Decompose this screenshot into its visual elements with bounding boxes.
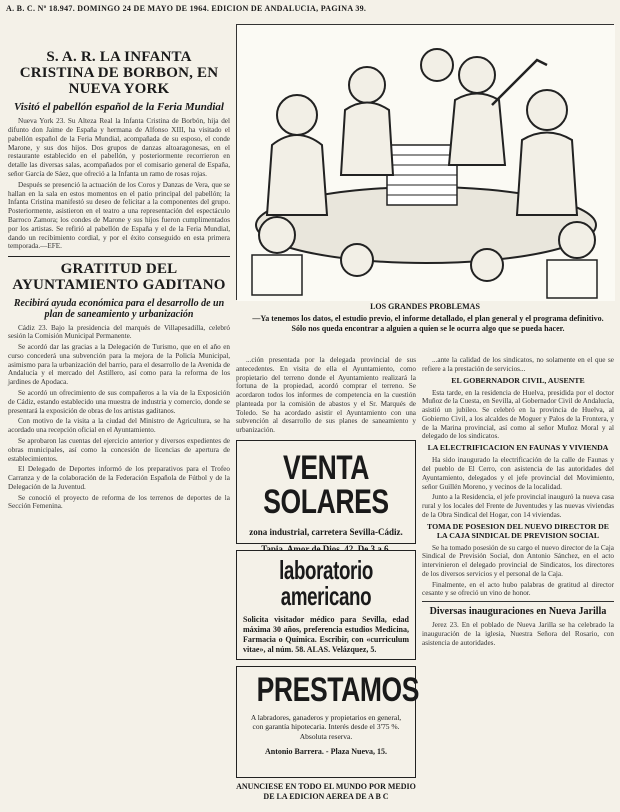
article-gratitud-paragraph: El Delegado de Deportes informó de los preparativos para el Trofeo Carranza y de la colaboración de la Federación Española de Fútbol y de la Delegación de la Juventud. bbox=[8, 465, 230, 491]
footer-ad-text: ANUNCIESE EN TODO EL MUNDO POR MEDIO DE LA EDICION AEREA DE A B C bbox=[236, 782, 416, 801]
cartoon-illustration bbox=[237, 25, 615, 301]
article-gratitud-paragraph: Se aprobaron las cuentas del ejercicio anterior y diversos expedientes de obras municipales, así como la concesión de licencias de apertura de establecimientos. bbox=[8, 436, 230, 463]
article-gratitud-paragraph: Con motivo de la visita a la ciudad del Ministro de Agricultura, se ha acordado una recepción oficial en el Ayuntamiento. bbox=[8, 417, 230, 435]
right-paragraph: Esta tarde, en la residencia de Huelva, presidida por el doctor Muñoz de la Cuesta, en Sevilla, al Gobernador Civil de Andalucía, asistió un jubileo. Se celebró en la provincia de Huelva, al Gobierno Civil, a los alcaldes de Moguer y Palos de la Frontera, y de la Marina provincial, así como al señor Muñoz Moral y al delegado de los sindicatos. bbox=[422, 388, 614, 441]
article-infanta-headline: S. A. R. LA INFANTA CRISTINA DE BORBON, EN NUEVA YORK bbox=[19, 49, 219, 97]
ad-prestamos-contact: Antonio Barrera. - Plaza Nueva, 15. bbox=[264, 747, 388, 757]
right-paragraph: Se ha tomado posesión de su cargo el nuevo director de la Caja Sindical de Previsión Social, don Antonio Sánchez, en el acto intervinieron el delegado provincial de Sindicatos, los directores de los diversos servicios y el personal de la Caja. bbox=[422, 543, 614, 578]
article-infanta-paragraph: Después se presenció la actuación de los Coros y Danzas de Vera, que se hallan en la sala en estos momentos en el patio principal del pabellón; la Infanta Cristina manifestó su deseo de felicitar a la componentes del grupo. Posteriormente, asistieron en el teatro a una representación del espectáculo Barroco Zamora; los condes de Marone y sus hijos fueron cumplimentados por los artistas. Se refirió al pabellón de España y el de la Feria Mundial, dando un recibimiento cordial, y por el éxito conseguido en esta primera temporada.—EFE. bbox=[8, 180, 230, 251]
right-heading-electrificacion: LA ELECTRIFICACION EN FAUNAS Y VIVIENDA bbox=[427, 443, 609, 453]
page-masthead: A. B. C. Nº 18.947. DOMINGO 24 DE MAYO DE 1964. EDICION DE ANDALUCIA, PAGINA 39. bbox=[6, 4, 367, 13]
right-paragraph: Junto a la Residencia, el jefe provincial inauguró la nueva casa rural y los locales del Frente de Juventudes y las nuevas viviendas de la Obra Sindical del Hogar, con 14 viviendas. bbox=[422, 493, 614, 519]
ad-venta-solares-line1: zona industrial, carretera Sevilla-Cádiz. bbox=[249, 527, 403, 537]
column-left bbox=[8, 50, 230, 810]
right-heading-toma-posesion: TOMA DE POSESION DEL NUEVO DIRECTOR DE LA CAJA SINDICAL DE PREVISION SOCIAL bbox=[427, 521, 609, 540]
article-infanta-paragraph: Nueva York 23. Su Alteza Real la Infanta Cristina de Borbón, hija del difunto don Jaime de España y hermana de Alfonso XIII, ha visitado el pabellón español de la Feria Mundial, acompañada de su esposo, el conde Marone, y sus dos hijos. Dos grupos de danzas altoaragonesas, en el restaurante establecido en el pabellón, y posteriormente recorrieron en detalle las diversas salas, acompañados por el comisario general de España, señor García de Sáez, que ofreció a la Infanta un ramo de rosas rojas. bbox=[8, 117, 230, 179]
ad-laboratorio-body: Solicita visitador médico para Sevilla, edad máxima 30 años, preferencia estudios Medicina, Farmacia o Química. Escribir, con «curriculum vitae», al núm. 58. ALAS. Velázquez, 5. bbox=[243, 615, 409, 654]
column-center-text bbox=[236, 356, 416, 436]
right-heading-gobernador: EL GOBERNADOR CIVIL, AUSENTE bbox=[451, 375, 585, 385]
article-gratitud-paragraph: Se conoció el proyecto de reforma de los terrenos de deportes de la Sección Femenina. bbox=[8, 493, 230, 511]
ad-prestamos-title: PRESTAMOS bbox=[256, 671, 420, 709]
editorial-cartoon bbox=[236, 24, 614, 300]
right-paragraph: Finalmente, en el acto hubo palabras de gratitud al director cesante y se ofreció un vino de honor. bbox=[422, 580, 614, 598]
cartoon-caption-title: LOS GRANDES PROBLEMAS bbox=[370, 302, 480, 311]
center-article-paragraph: ...ción presentada por la delegada provincial de sus antecedentes. En visita de ella el Ayuntamiento, como propietario del terreno donde el Ayuntamiento realizará la fortuna de la propiedad, acordó comprar el terreno. Se acordaron todos los informes de competencia en la cuestión planteada por la comisión de abastos y el Sr. Marqués de Toledo. Se ha acordado asistir el Ayuntamiento con una subvención al desarrollo de sus planes de saneamiento y urbanización. bbox=[236, 356, 416, 435]
ad-venta-solares-title: VENTA SOLARES bbox=[263, 449, 389, 521]
article-divider bbox=[8, 256, 230, 257]
ad-laboratorio-title: laboratorio americano bbox=[279, 555, 373, 611]
column-right bbox=[422, 356, 614, 808]
right-paragraph: Jerez 23. En el poblado de Nueva Jarilla se ha celebrado la inauguración de la iglesia, Nuestra Señora del Rosario, con asistencia de autoridades. bbox=[422, 621, 614, 647]
cartoon-caption-text: —Ya tenemos los datos, el estudio previo, el informe detallado, el plan general y el programa definitivo. Sólo nos queda encontrar a alguien a quien se le ocurra algo que se pueda hacer. bbox=[252, 314, 604, 333]
ad-prestamos-body: A labradores, ganaderos y propietarios en general, con garantía hipotecaria. Interés desde el 3'75 %. Absoluta reserva. bbox=[250, 713, 402, 741]
article-gratitud-paragraph: Se acordó dar las gracias a la Delegación de Turismo, que en el año en curso concederá una subvención para la mejora de la Policía Municipal, asimismo para la urbanización del barrio, para el desarrollo de la Avenida de Andalucía y el mercado del Astillero, así como para la reforma de los jardines de Apodaca. bbox=[8, 343, 230, 387]
right-intro-paragraph: ...ante la calidad de los sindicatos, no solamente en el que se refiere a la prestación de servicios... bbox=[422, 356, 614, 373]
right-paragraph: Ha sido inaugurado la electrificación de la calle de Faunas y del pueblo de El Cerro, con asistencia de las autoridades del Ayuntamiento, delegados y el jefe provincial del Movimiento, señor Guillén Moreno, y vecinos de la localidad. bbox=[422, 456, 614, 491]
right-heading-inauguraciones: Diversas inauguraciones en Nueva Jarilla bbox=[429, 606, 607, 618]
article-infanta-subhead: Visitó el pabellón español de la Feria Mundial bbox=[14, 101, 224, 114]
article-gratitud-headline: GRATITUD DEL AYUNTAMIENTO GADITANO bbox=[12, 261, 226, 293]
right-divider bbox=[422, 601, 614, 602]
footer-ad bbox=[236, 782, 416, 808]
article-gratitud-paragraph: Cádiz 23. Bajo la presidencia del marqués de Villapesadilla, celebró sesión la Comisión Municipal Permanente. bbox=[8, 323, 230, 341]
article-gratitud-subhead: Recibirá ayuda económica para el desarrollo de un plan de saneamiento y urbanización bbox=[13, 297, 225, 320]
ad-laboratorio bbox=[236, 550, 416, 660]
article-gratitud-paragraph: Se acordó un ofrecimiento de sus compañeros a la vía de la Exposición de Cádiz, estando establecido una muestra de industria y comercio, donde se presentará la exposición de obras de los artistas gaditanos. bbox=[8, 389, 230, 415]
ad-prestamos bbox=[236, 666, 420, 778]
ad-venta-solares bbox=[236, 440, 416, 544]
